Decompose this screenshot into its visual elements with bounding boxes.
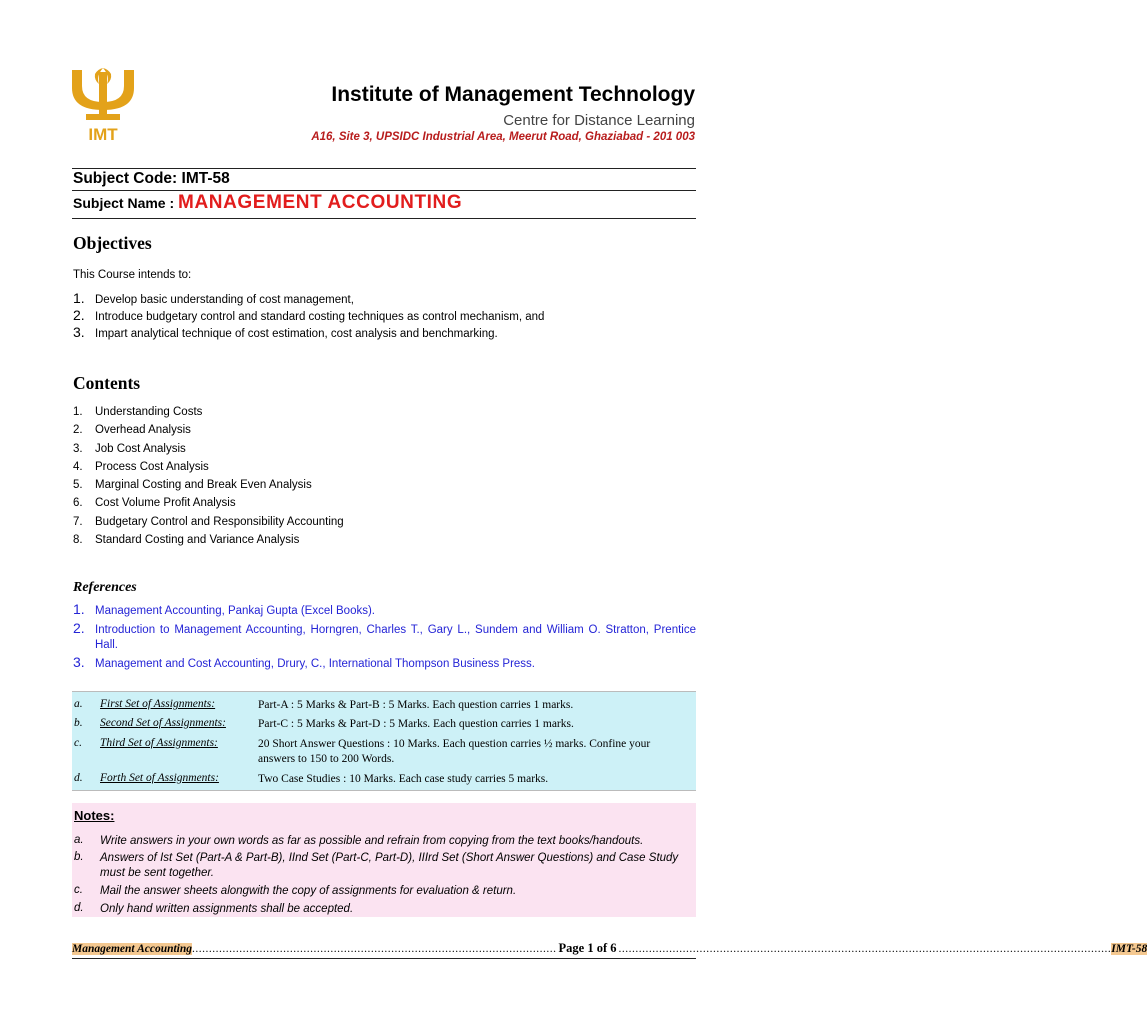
list-item: 8. Standard Costing and Variance Analysis [73,534,300,547]
note-item: c. Mail the answer sheets alongwith the copy of assignments for evaluation & return. [74,884,517,897]
imt-logo [66,66,140,146]
divider [72,190,696,191]
list-item: 6. Cost Volume Profit Analysis [73,497,236,510]
note-item: d. Only hand written assignments shall be accepted. [74,902,354,915]
list-item: 2. Introduce budgetary control and standard costing techniques as control mechanism, and [73,307,545,323]
divider [72,168,696,169]
list-item: 7. Budgetary Control and Responsibility Accounting [73,515,344,528]
assignment-row: a. First Set of Assignments: Part-A : 5 Marks & Part-B : 5 Marks. Each question carries 1 marks. [74,698,574,711]
assignment-row: d. Forth Set of Assignments: Two Case Studies : 10 Marks. Each case study carries 5 marks. [74,772,549,785]
footer-leader: ............................................................................................................ [192,943,557,955]
list-item: 1. Develop basic understanding of cost management, [73,290,354,306]
note-item: a. Write answers in your own words as far as possible and refrain from copying from the text books/handouts. [74,834,644,847]
list-item: 3. Impart analytical technique of cost estimation, cost analysis and benchmarking. [73,324,498,340]
list-item: 3. Management and Cost Accounting, Drury, C., International Thompson Business Press. [73,654,535,670]
assignment-row: c. Third Set of Assignments: 20 Short Answer Questions : 10 Marks. Each question carries ½ marks. Confine your answers to 150 to 200 Words. [74,737,651,765]
list-item: 1. Management Accounting, Pankaj Gupta (Excel Books). [73,601,375,617]
footer-code: IMT-58 [1111,943,1147,955]
centre-name: Centre for Distance Learning [503,112,695,129]
assignment-row: b. Second Set of Assignments: Part-C : 5 Marks & Part-D : 5 Marks. Each question carries 1 marks. [74,717,574,730]
torch-emblem-icon [66,66,140,146]
list-item: 5. Marginal Costing and Break Even Analysis [73,479,312,492]
institute-title: Institute of Management Technology [331,83,695,106]
footer-leader: .................................................................................................................................................. [618,943,1112,955]
list-item: 2. Overhead Analysis [73,424,191,437]
list-item: 2. Introduction to Management Accounting, Horngren, Charles T., Gary L., Sundem and William O. Stratton, Prentice Hall. [73,620,696,651]
assignments-box [72,691,696,791]
references-list [73,601,696,673]
contents-heading: Contents [73,373,141,393]
list-item: 3. Job Cost Analysis [73,442,186,455]
references-heading: References [73,580,137,595]
divider [72,218,696,219]
subject-code: Subject Code: IMT-58 [73,170,230,187]
subject-name-value: MANAGEMENT ACCOUNTING [178,192,463,213]
notes-box [72,803,696,917]
notes-heading: Notes: [74,808,115,823]
footer-subject: Management Accounting [72,943,193,955]
list-item: 4. Process Cost Analysis [73,460,209,473]
logo-text: IMT [88,125,118,144]
institute-address: A16, Site 3, UPSIDC Industrial Area, Meerut Road, Ghaziabad - 201 003 [311,131,695,143]
subject-name-row [73,192,462,214]
list-item: 1. Understanding Costs [73,406,203,418]
contents-list [73,406,344,552]
objectives-intro: This Course intends to: [73,269,192,281]
page-number: Page 1 of 6 [558,941,617,955]
objectives-list [73,290,693,341]
note-item: b. Answers of Ist Set (Part-A & Part-B), IInd Set (Part-C, Part-D), IIIrd Set (Short Answer Questions) and Case Study must be sent together. [74,851,679,879]
subject-name-label: Subject Name : [73,195,179,211]
page-footer [72,941,1147,959]
objectives-heading: Objectives [73,233,152,253]
